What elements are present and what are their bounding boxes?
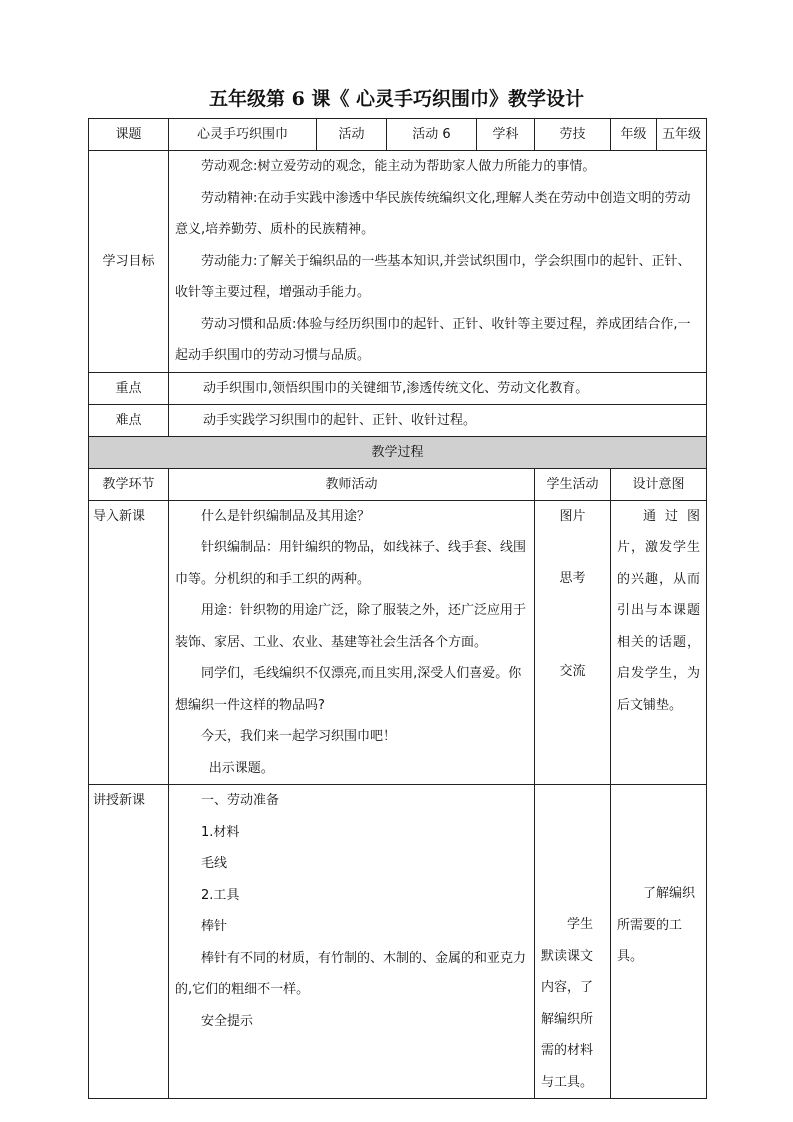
col-student: 学生活动	[535, 468, 611, 500]
difficulty-row	[89, 404, 707, 436]
subject-value: 劳技	[535, 119, 611, 151]
objective-item: 劳动能力:了解关于编织品的一些基本知识,并尝试织围巾，学会织围巾的起针、正针、收针等主要过程，增强动手能力。	[175, 253, 691, 300]
difficulty-text: 动手实践学习织围巾的起针、正针、收针过程。	[169, 404, 707, 436]
subject-label: 学科	[477, 119, 535, 151]
topic-label: 课题	[89, 119, 169, 151]
lecture-row	[89, 785, 707, 1099]
student-activity: 学生默读课文内容，了解编织所需的材料与工具。	[541, 917, 594, 1090]
intent-text: 通过图片，激发学生的兴趣，从而引出与本课题相关的话题，启发学生，为后文铺垫。	[617, 508, 701, 713]
page-title: 五年级第 6 课《 心灵手巧织围巾》教学设计	[208, 88, 585, 110]
process-header: 教学过程	[89, 436, 707, 468]
teacher-line: 棒针有不同的材质，有竹制的、木制的、金属的和亚克力的,它们的粗细不一样。	[175, 950, 527, 997]
activity-label: 活动	[317, 119, 387, 151]
lecture-stage: 讲授新课	[89, 785, 169, 1099]
grade-label: 年级	[611, 119, 657, 151]
teacher-line: 1.材料	[201, 824, 240, 840]
key-point-label: 重点	[89, 372, 169, 404]
objectives-content	[169, 151, 707, 373]
student-activity: 思考	[559, 570, 586, 586]
student-activity: 图片	[559, 508, 586, 524]
teacher-line: 用途：针织物的用途广泛，除了服装之外，还广泛应用于装饰、家居、工业、农业、基建等社会生活各个方面。	[175, 603, 527, 650]
objective-item: 劳动精神:在动手实践中渗透中华民族传统编织文化,理解人类在劳动中创造文明的劳动意义,培养勤劳、质朴的民族精神。	[175, 190, 691, 237]
lecture-intent	[611, 785, 707, 1099]
col-teacher: 教师活动	[169, 468, 535, 500]
teacher-line: 出示课题。	[208, 760, 274, 776]
teacher-line: 毛线	[201, 856, 228, 871]
lecture-teacher	[169, 785, 535, 1099]
lecture-student	[535, 785, 611, 1099]
key-point-text: 动手织围巾,领悟织围巾的关键细节,渗透传统文化、劳动文化教育。	[169, 372, 707, 404]
student-activity: 交流	[559, 663, 586, 679]
teacher-line: 安全提示	[201, 1013, 254, 1029]
teacher-line: 2.工具	[201, 887, 240, 903]
grade-value: 五年级	[657, 119, 707, 151]
process-header-row	[89, 436, 707, 468]
intro-teacher	[169, 500, 535, 785]
objectives-row	[89, 151, 707, 373]
intro-stage: 导入新课	[89, 500, 169, 785]
info-row	[89, 119, 707, 151]
objective-item: 劳动观念:树立爱劳动的观念，能主动为帮助家人做力所能力的事情。	[201, 159, 596, 174]
objectives-label: 学习目标	[89, 151, 169, 373]
intro-intent	[611, 500, 707, 785]
teacher-line: 今天，我们来一起学习织围巾吧！	[201, 729, 397, 744]
key-point-row	[89, 372, 707, 404]
intro-row	[89, 500, 707, 785]
teacher-line: 一、劳动准备	[201, 793, 280, 808]
process-columns-row	[89, 468, 707, 500]
col-intent: 设计意图	[611, 468, 707, 500]
lesson-plan-table	[88, 118, 707, 1099]
teacher-line: 什么是针织编制品及其用途？	[201, 508, 371, 524]
col-stage: 教学环节	[89, 468, 169, 500]
intro-student	[535, 500, 611, 785]
difficulty-label: 难点	[89, 404, 169, 436]
intent-text: 了解编织所需要的工具。	[617, 886, 696, 964]
objective-item: 劳动习惯和品质:体验与经历织围巾的起针、正针、收针等主要过程，养成团结合作,一起动手织围巾的劳动习惯与品质。	[175, 316, 691, 363]
teacher-line: 棒针	[201, 919, 228, 934]
activity-value: 活动 6	[387, 119, 477, 151]
teacher-line: 针织编制品：用针编织的物品，如线袜子、线手套、线围巾等。分机织的和手工织的两种。	[175, 540, 527, 587]
teacher-line: 同学们，毛线编织不仅漂亮,而且实用,深受人们喜爱。你想编织一件这样的物品吗?	[175, 666, 522, 713]
topic-value: 心灵手巧织围巾	[169, 119, 317, 151]
